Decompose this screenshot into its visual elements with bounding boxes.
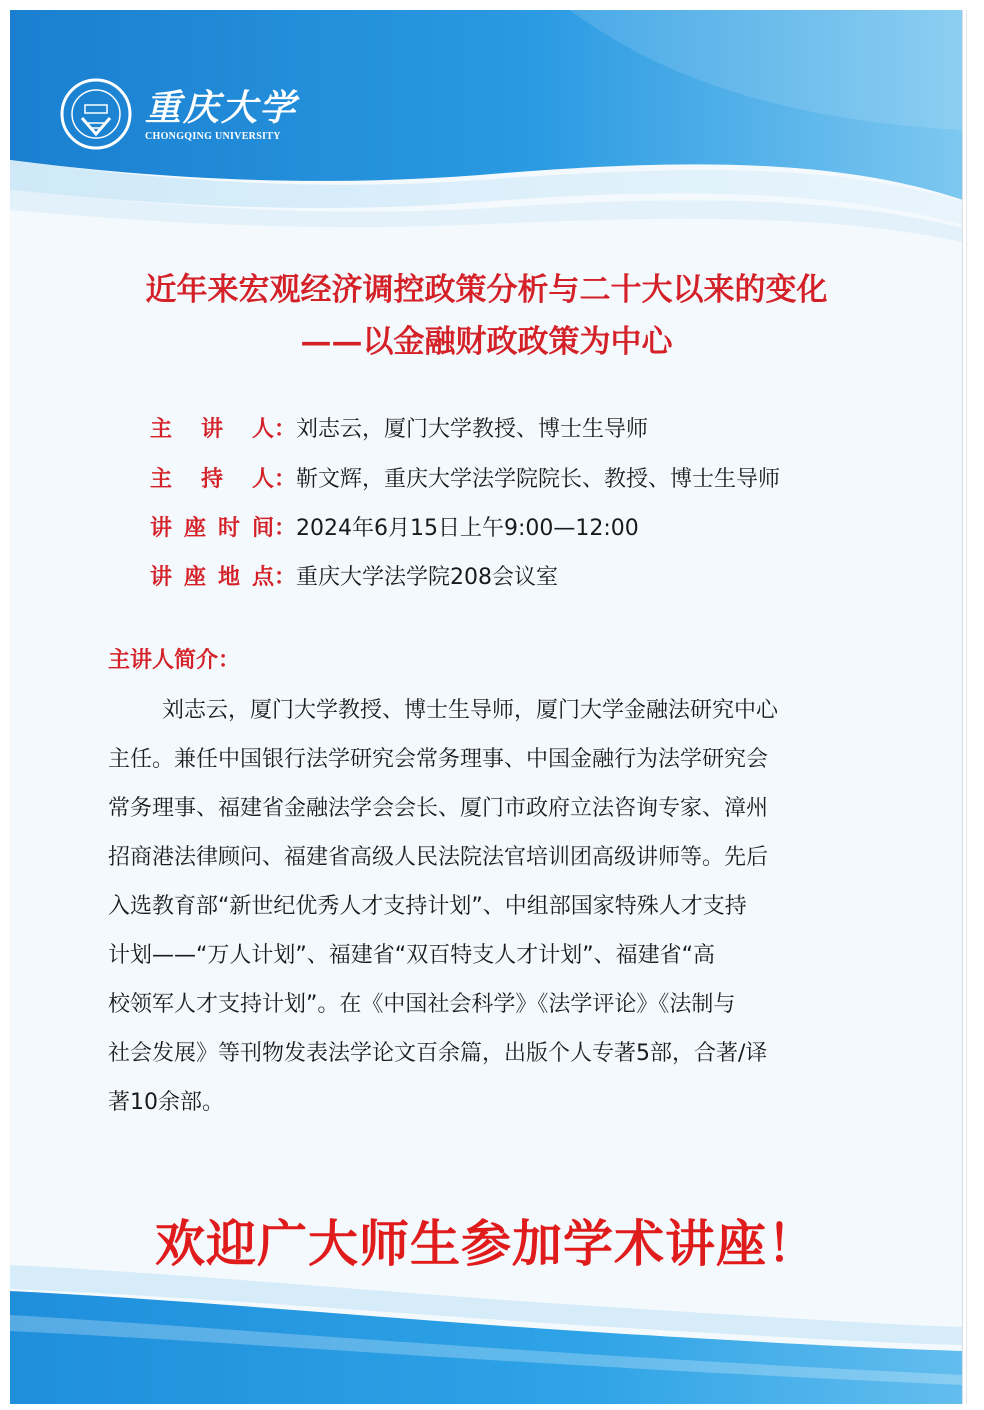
info-row-host bbox=[150, 465, 780, 495]
bio-line: 入选教育部“新世纪优秀人才支持计划”、中组部国家特殊人才支持 bbox=[108, 894, 747, 919]
info-label: 主持人 bbox=[150, 467, 274, 492]
info-row-location bbox=[150, 563, 558, 593]
bio-line: 著10余部。 bbox=[108, 1090, 224, 1115]
lecture-title: 近年来宏观经济调控政策分析与二十大以来的变化 bbox=[145, 272, 828, 308]
info-value: 重庆大学法学院208会议室 bbox=[296, 565, 559, 590]
bio-line: 常务理事、福建省金融法学会会长、厦门市政府立法咨询专家、漳州 bbox=[108, 796, 769, 821]
lecture-poster bbox=[10, 10, 963, 1404]
bio-line: 计划——“万人计划”、福建省“双百特支人才计划”、福建省“高 bbox=[108, 943, 715, 968]
welcome-message: 欢迎广大师生参加学术讲座！ bbox=[155, 1214, 818, 1273]
info-value: 刘志云，厦门大学教授、博士生导师 bbox=[296, 417, 649, 442]
info-colon: ： bbox=[274, 516, 297, 541]
lecture-subtitle: ——以金融财政政策为中心 bbox=[300, 324, 673, 360]
bio-line: 社会发展》等刊物发表法学论文百余篇，出版个人专著5部，合著/译 bbox=[108, 1041, 768, 1066]
bio-line: 主任。兼任中国银行法学研究会常务理事、中国金融行为法学研究会 bbox=[108, 747, 769, 772]
info-colon: ： bbox=[274, 417, 297, 442]
info-label: 讲座地点 bbox=[150, 565, 274, 590]
bio-heading: 主讲人简介： bbox=[108, 648, 241, 673]
bio-line: 刘志云，厦门大学教授、博士生导师，厦门大学金融法研究中心 bbox=[162, 698, 779, 723]
info-row-speaker bbox=[150, 415, 648, 445]
info-label: 讲座时间 bbox=[150, 516, 274, 541]
university-name: 重庆大学 bbox=[145, 87, 298, 129]
info-label: 主讲人 bbox=[150, 417, 274, 442]
info-colon: ： bbox=[274, 565, 297, 590]
university-emblem-icon bbox=[60, 78, 132, 150]
info-value: 2024年6月15日上午9:00—12:00 bbox=[296, 516, 639, 541]
info-value: 靳文辉，重庆大学法学院院长、教授、博士生导师 bbox=[296, 467, 781, 492]
info-colon: ： bbox=[274, 467, 297, 492]
bio-line: 招商港法律顾问、福建省高级人民法院法官培训团高级讲师等。先后 bbox=[108, 845, 769, 870]
university-english-name: CHONGQING UNIVERSITY bbox=[145, 131, 281, 142]
info-row-time bbox=[150, 514, 639, 544]
bio-line: 校领军人才支持计划”。在《中国社会科学》《法学评论》《法制与 bbox=[108, 992, 736, 1017]
page-edge bbox=[966, 10, 984, 1404]
